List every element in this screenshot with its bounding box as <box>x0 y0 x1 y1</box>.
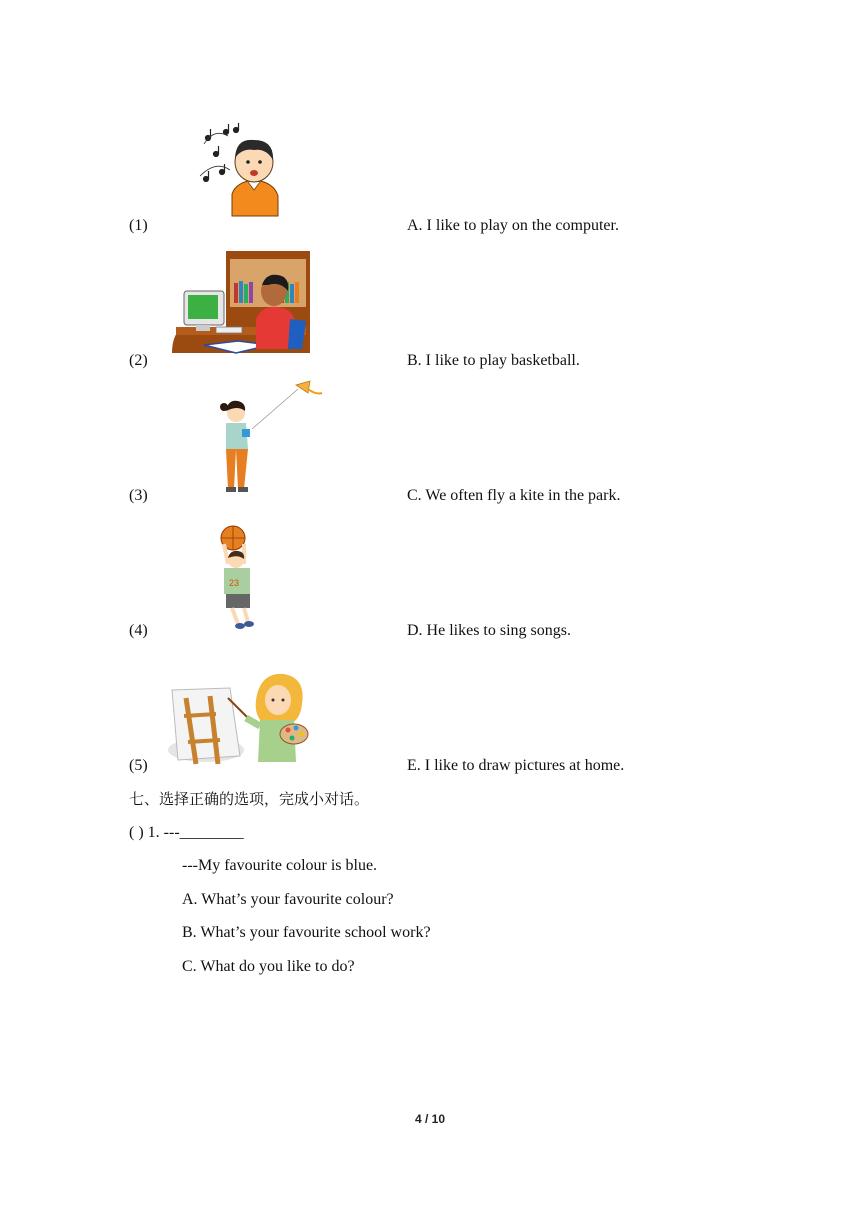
item-number: (5) <box>129 757 148 774</box>
item-number: (3) <box>129 487 148 504</box>
section-heading: 七、选择正确的选项，完成小对话。 <box>129 790 370 808</box>
choice-option: A. What’s your favourite colour? <box>182 891 394 908</box>
girl-flying-kite-picture <box>212 379 326 497</box>
choice-option: C. What do you like to do? <box>182 958 355 975</box>
girl-painting-picture <box>168 670 312 768</box>
boy-at-computer-picture <box>170 249 312 363</box>
item-number: (4) <box>129 622 148 639</box>
option-text: B. I like to play basketball. <box>407 352 580 369</box>
question-prompt: ( ) 1. ---________ <box>129 824 244 841</box>
option-text: D. He likes to sing songs. <box>407 622 571 639</box>
boy-basketball-picture <box>216 524 266 630</box>
option-text: A. I like to play on the computer. <box>407 217 619 234</box>
boy-singing-picture <box>196 124 282 216</box>
answer-line: ---My favourite colour is blue. <box>182 857 378 874</box>
item-number: (2) <box>129 352 148 369</box>
option-text: C. We often fly a kite in the park. <box>407 487 621 504</box>
svg-text:23: 23 <box>229 578 240 588</box>
option-text: E. I like to draw pictures at home. <box>407 757 625 774</box>
item-number: (1) <box>129 217 148 234</box>
page-number: 4 / 10 <box>414 1112 446 1126</box>
choice-option: B. What’s your favourite school work? <box>182 924 431 941</box>
